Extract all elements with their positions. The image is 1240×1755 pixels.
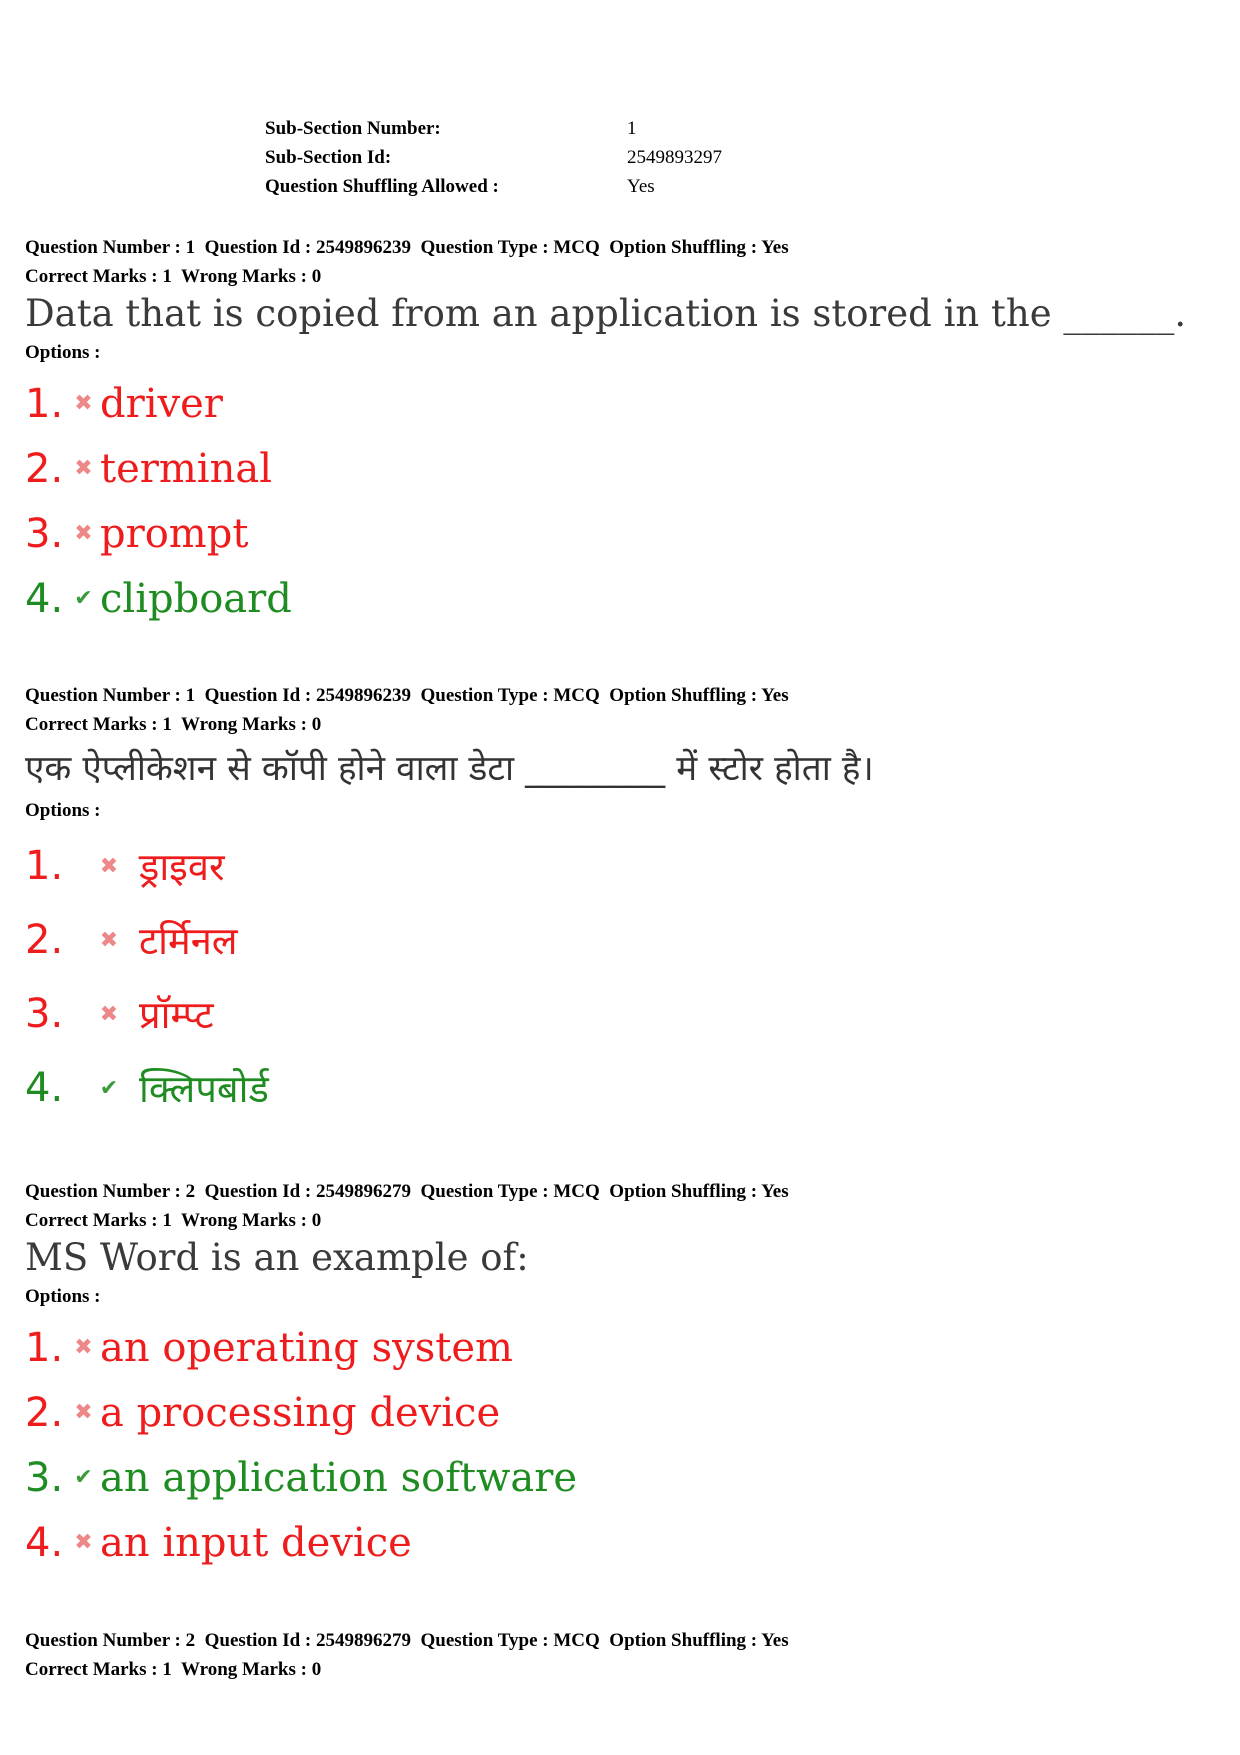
- option-number: 1.: [25, 843, 64, 889]
- option-item: [25, 829, 1225, 903]
- options-list: [25, 829, 1225, 1125]
- option-number: 3.: [25, 1454, 64, 1501]
- option-text: क्लिपबोर्ड: [139, 1067, 269, 1111]
- option-number: 2.: [25, 917, 64, 963]
- cross-icon: ✖: [74, 521, 93, 546]
- question-block: [25, 1177, 1225, 1575]
- option-text: ड्राइवर: [139, 845, 225, 889]
- option-number: 4.: [25, 1065, 64, 1111]
- option-text: an input device: [100, 1519, 412, 1566]
- question-shuffling-row: [265, 172, 722, 201]
- question-text: Data that is copied from an application is stored in the ______.: [25, 292, 1187, 335]
- check-icon: ✔: [99, 1075, 119, 1101]
- cross-icon: ✖: [74, 1400, 93, 1425]
- option-number: 3.: [25, 991, 64, 1037]
- option-text: टर्मिनल: [139, 919, 238, 963]
- option-item: [25, 371, 1225, 436]
- option-number: 3.: [25, 510, 64, 557]
- question-marks: Correct Marks : 1 Wrong Marks : 0: [25, 714, 322, 735]
- subsection-id-value: 2549893297: [627, 146, 722, 168]
- option-text: prompt: [100, 510, 249, 557]
- options-label: Options :: [25, 1286, 101, 1307]
- subsection-id-row: [265, 143, 722, 172]
- subsection-info: [265, 114, 722, 201]
- option-text: driver: [100, 380, 223, 427]
- question-shuffling-value: Yes: [627, 175, 655, 197]
- subsection-number-value: 1: [627, 117, 637, 139]
- option-number: 2.: [25, 445, 64, 492]
- cross-icon: ✖: [74, 391, 93, 416]
- option-item: [25, 436, 1225, 501]
- check-icon: ✔: [74, 586, 93, 611]
- option-item-correct: [25, 1445, 1225, 1510]
- option-number: 1.: [25, 380, 64, 427]
- option-text: terminal: [100, 445, 272, 492]
- option-number: 4.: [25, 575, 64, 622]
- options-label: Options :: [25, 800, 101, 821]
- question-text: एक ऐप्लीकेशन से कॉपी होने वाला डेटा ________ में स्टोर होता है।: [25, 749, 874, 789]
- question-text: MS Word is an example of:: [25, 1236, 529, 1279]
- question-header: Question Number : 1 Question Id : 2549896239 Question Type : MCQ Option Shuffling : Yes: [25, 237, 789, 258]
- cross-icon: ✖: [74, 456, 93, 481]
- option-number: 2.: [25, 1389, 64, 1436]
- subsection-number-row: [265, 114, 722, 143]
- option-item-correct: [25, 566, 1225, 631]
- question-header: Question Number : 1 Question Id : 2549896239 Question Type : MCQ Option Shuffling : Yes: [25, 685, 789, 706]
- subsection-id-label: Sub-Section Id:: [265, 146, 392, 168]
- options-label: Options :: [25, 342, 101, 363]
- cross-icon: ✖: [99, 853, 119, 879]
- cross-icon: ✖: [74, 1530, 93, 1555]
- option-text: clipboard: [100, 575, 292, 622]
- cross-icon: ✖: [99, 1001, 119, 1027]
- option-number: 4.: [25, 1519, 64, 1566]
- question-block: [25, 233, 1225, 631]
- option-item: [25, 1510, 1225, 1575]
- option-item: [25, 501, 1225, 566]
- question-block: [25, 681, 1225, 1125]
- option-text: an operating system: [100, 1324, 513, 1371]
- question-shuffling-label: Question Shuffling Allowed :: [265, 175, 499, 197]
- cross-icon: ✖: [74, 1335, 93, 1360]
- option-text: an application software: [100, 1454, 578, 1501]
- question-header: Question Number : 2 Question Id : 2549896279 Question Type : MCQ Option Shuffling : Yes: [25, 1181, 789, 1202]
- check-icon: ✔: [74, 1465, 93, 1490]
- option-item: [25, 977, 1225, 1051]
- question-marks: Correct Marks : 1 Wrong Marks : 0: [25, 266, 322, 287]
- option-item: [25, 1315, 1225, 1380]
- question-block: [25, 1626, 1225, 1684]
- cross-icon: ✖: [99, 927, 119, 953]
- question-marks: Correct Marks : 1 Wrong Marks : 0: [25, 1659, 322, 1680]
- question-header: Question Number : 2 Question Id : 2549896279 Question Type : MCQ Option Shuffling : Yes: [25, 1630, 789, 1651]
- options-list: [25, 1315, 1225, 1575]
- option-item-correct: [25, 1051, 1225, 1125]
- question-marks: Correct Marks : 1 Wrong Marks : 0: [25, 1210, 322, 1231]
- option-number: 1.: [25, 1324, 64, 1371]
- option-item: [25, 903, 1225, 977]
- subsection-number-label: Sub-Section Number:: [265, 117, 441, 139]
- option-text: a processing device: [100, 1389, 501, 1436]
- option-item: [25, 1380, 1225, 1445]
- option-text: प्रॉम्प्ट: [139, 993, 214, 1037]
- options-list: [25, 371, 1225, 631]
